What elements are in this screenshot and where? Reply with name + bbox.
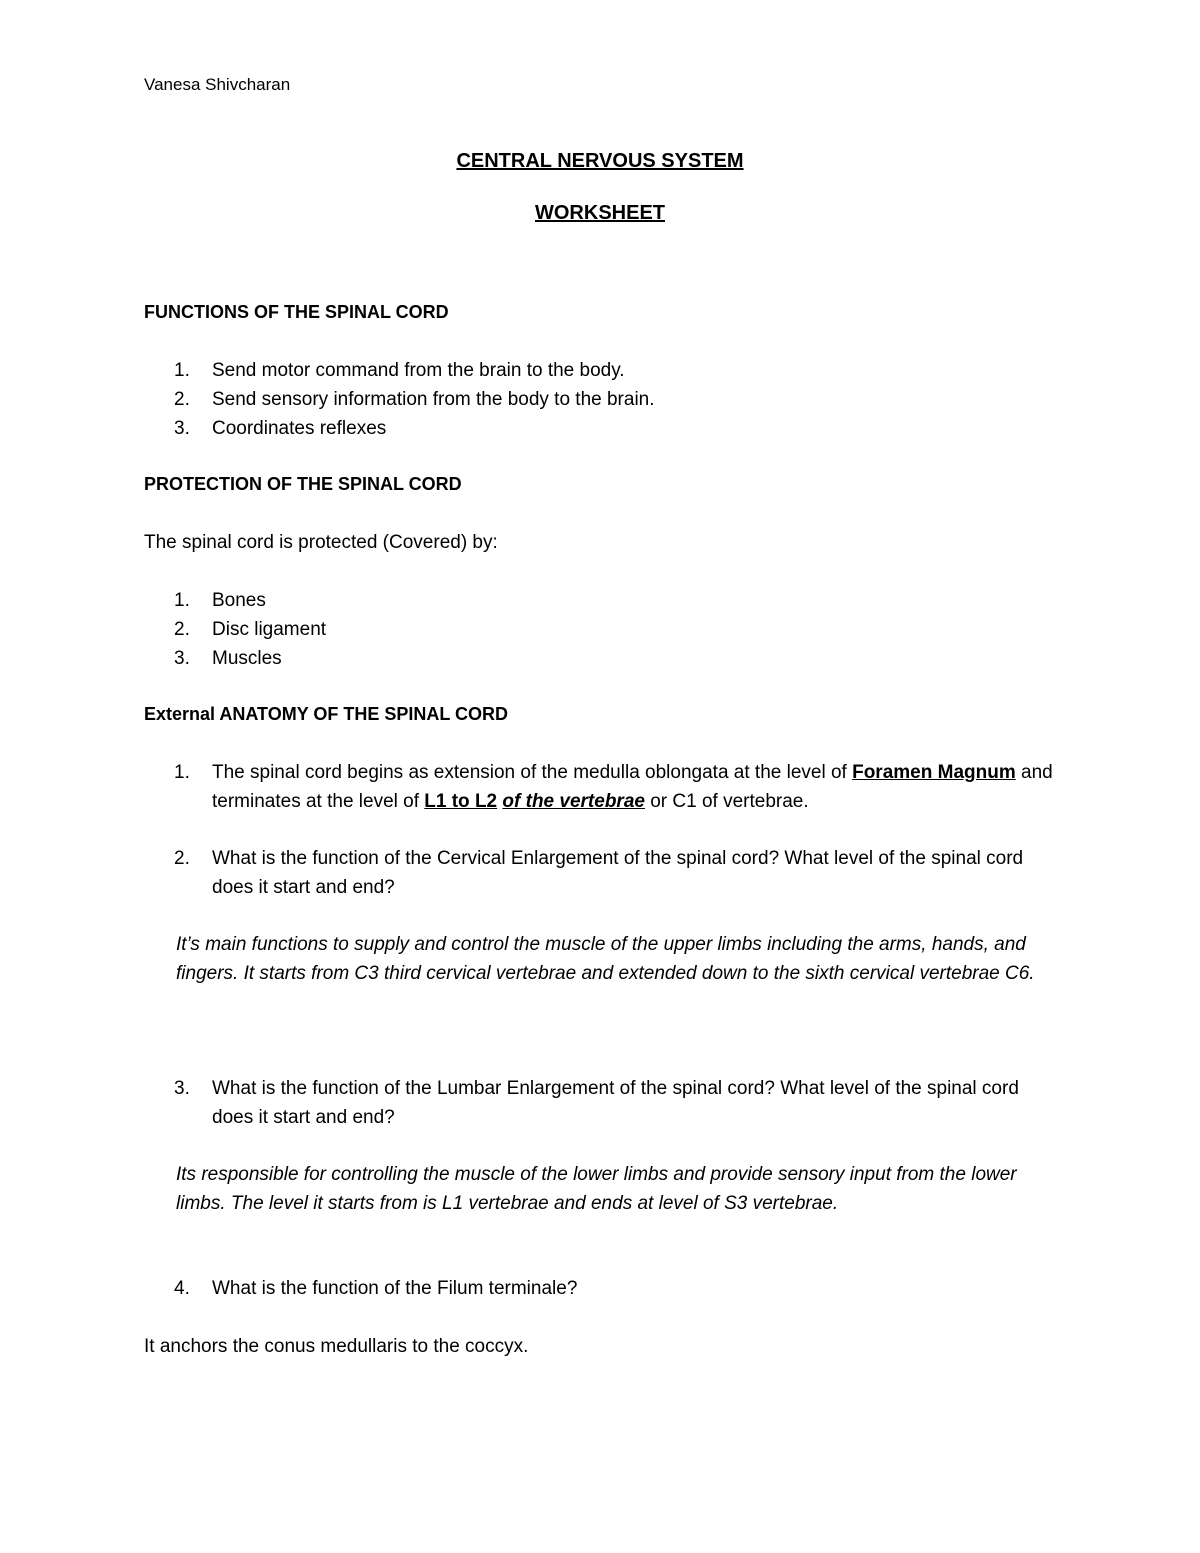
answer-3: Its responsible for controlling the muscle of the lower limbs and provide sensory input from the lower limbs. The level it starts from is L1 vertebrae and ends at level of S3 vertebrae. xyxy=(176,1164,1017,1214)
question-number: 4. xyxy=(174,1278,190,1299)
protection-heading: PROTECTION OF THE SPINAL CORD xyxy=(144,474,462,494)
protection-list xyxy=(174,586,326,673)
list-item-text: Disc ligament xyxy=(212,619,327,640)
document-subtitle: WORKSHEET xyxy=(535,202,665,224)
list-item: 2. Disc ligament xyxy=(174,619,327,640)
list-item: 3. Muscles xyxy=(174,648,282,669)
list-item: 2. Send sensory information from the body to the brain. xyxy=(174,389,655,410)
anatomy-heading: External ANATOMY OF THE SPINAL CORD xyxy=(144,704,509,724)
list-item-text: Muscles xyxy=(212,648,282,669)
answer-2: It’s main functions to supply and control the muscle of the upper limbs including the arms, hands, and fingers. It starts from C3 third cervical vertebrae and extended down to the sixth cervical vertebrae C6. xyxy=(176,934,1035,984)
foramen-magnum-answer: Foramen Magnum xyxy=(852,762,1016,783)
question-2 xyxy=(174,844,1054,902)
document-title: CENTRAL NERVOUS SYSTEM xyxy=(456,150,744,172)
functions-heading: FUNCTIONS OF THE SPINAL CORD xyxy=(144,302,449,322)
list-item-text: Send sensory information from the body to the brain. xyxy=(212,389,655,410)
question-4 xyxy=(174,1274,1054,1303)
list-item: 3. Coordinates reflexes xyxy=(174,418,387,439)
list-item-text: Bones xyxy=(212,590,266,611)
question-text: What is the function of the Cervical Enlargement of the spinal cord? What level of the spinal cord does it start and end? xyxy=(212,848,1024,898)
question-3 xyxy=(174,1074,1054,1132)
question-number: 2. xyxy=(174,848,190,869)
question-text: What is the function of the Filum terminale? xyxy=(212,1278,578,1299)
list-item: 1. Send motor command from the brain to the body. xyxy=(174,360,625,381)
list-item-text: Coordinates reflexes xyxy=(212,418,387,439)
list-item-text: Send motor command from the brain to the body. xyxy=(212,360,625,381)
question-number: 3. xyxy=(174,1078,190,1099)
l1-l2-answer: L1 to L2 xyxy=(424,791,498,812)
question-number: 1. xyxy=(174,762,190,783)
answer-4: It anchors the conus medullaris to the coccyx. xyxy=(144,1336,529,1357)
vertebrae-answer: of the vertebrae xyxy=(502,791,645,812)
protection-intro: The spinal cord is protected (Covered) by: xyxy=(144,532,498,553)
author-name: Vanesa Shivcharan xyxy=(144,75,291,94)
list-item: 1. Bones xyxy=(174,590,266,611)
question-text: What is the function of the Lumbar Enlargement of the spinal cord? What level of the spinal cord does it start and end? xyxy=(212,1078,1019,1128)
question-1 xyxy=(174,758,1054,816)
functions-list xyxy=(174,356,655,443)
question-text: The spinal cord begins as extension of the medulla oblongata at the level of Foramen Magnum and terminates at the level of L1 to L2 of the vertebrae or C1 of vertebrae. xyxy=(212,762,1053,812)
